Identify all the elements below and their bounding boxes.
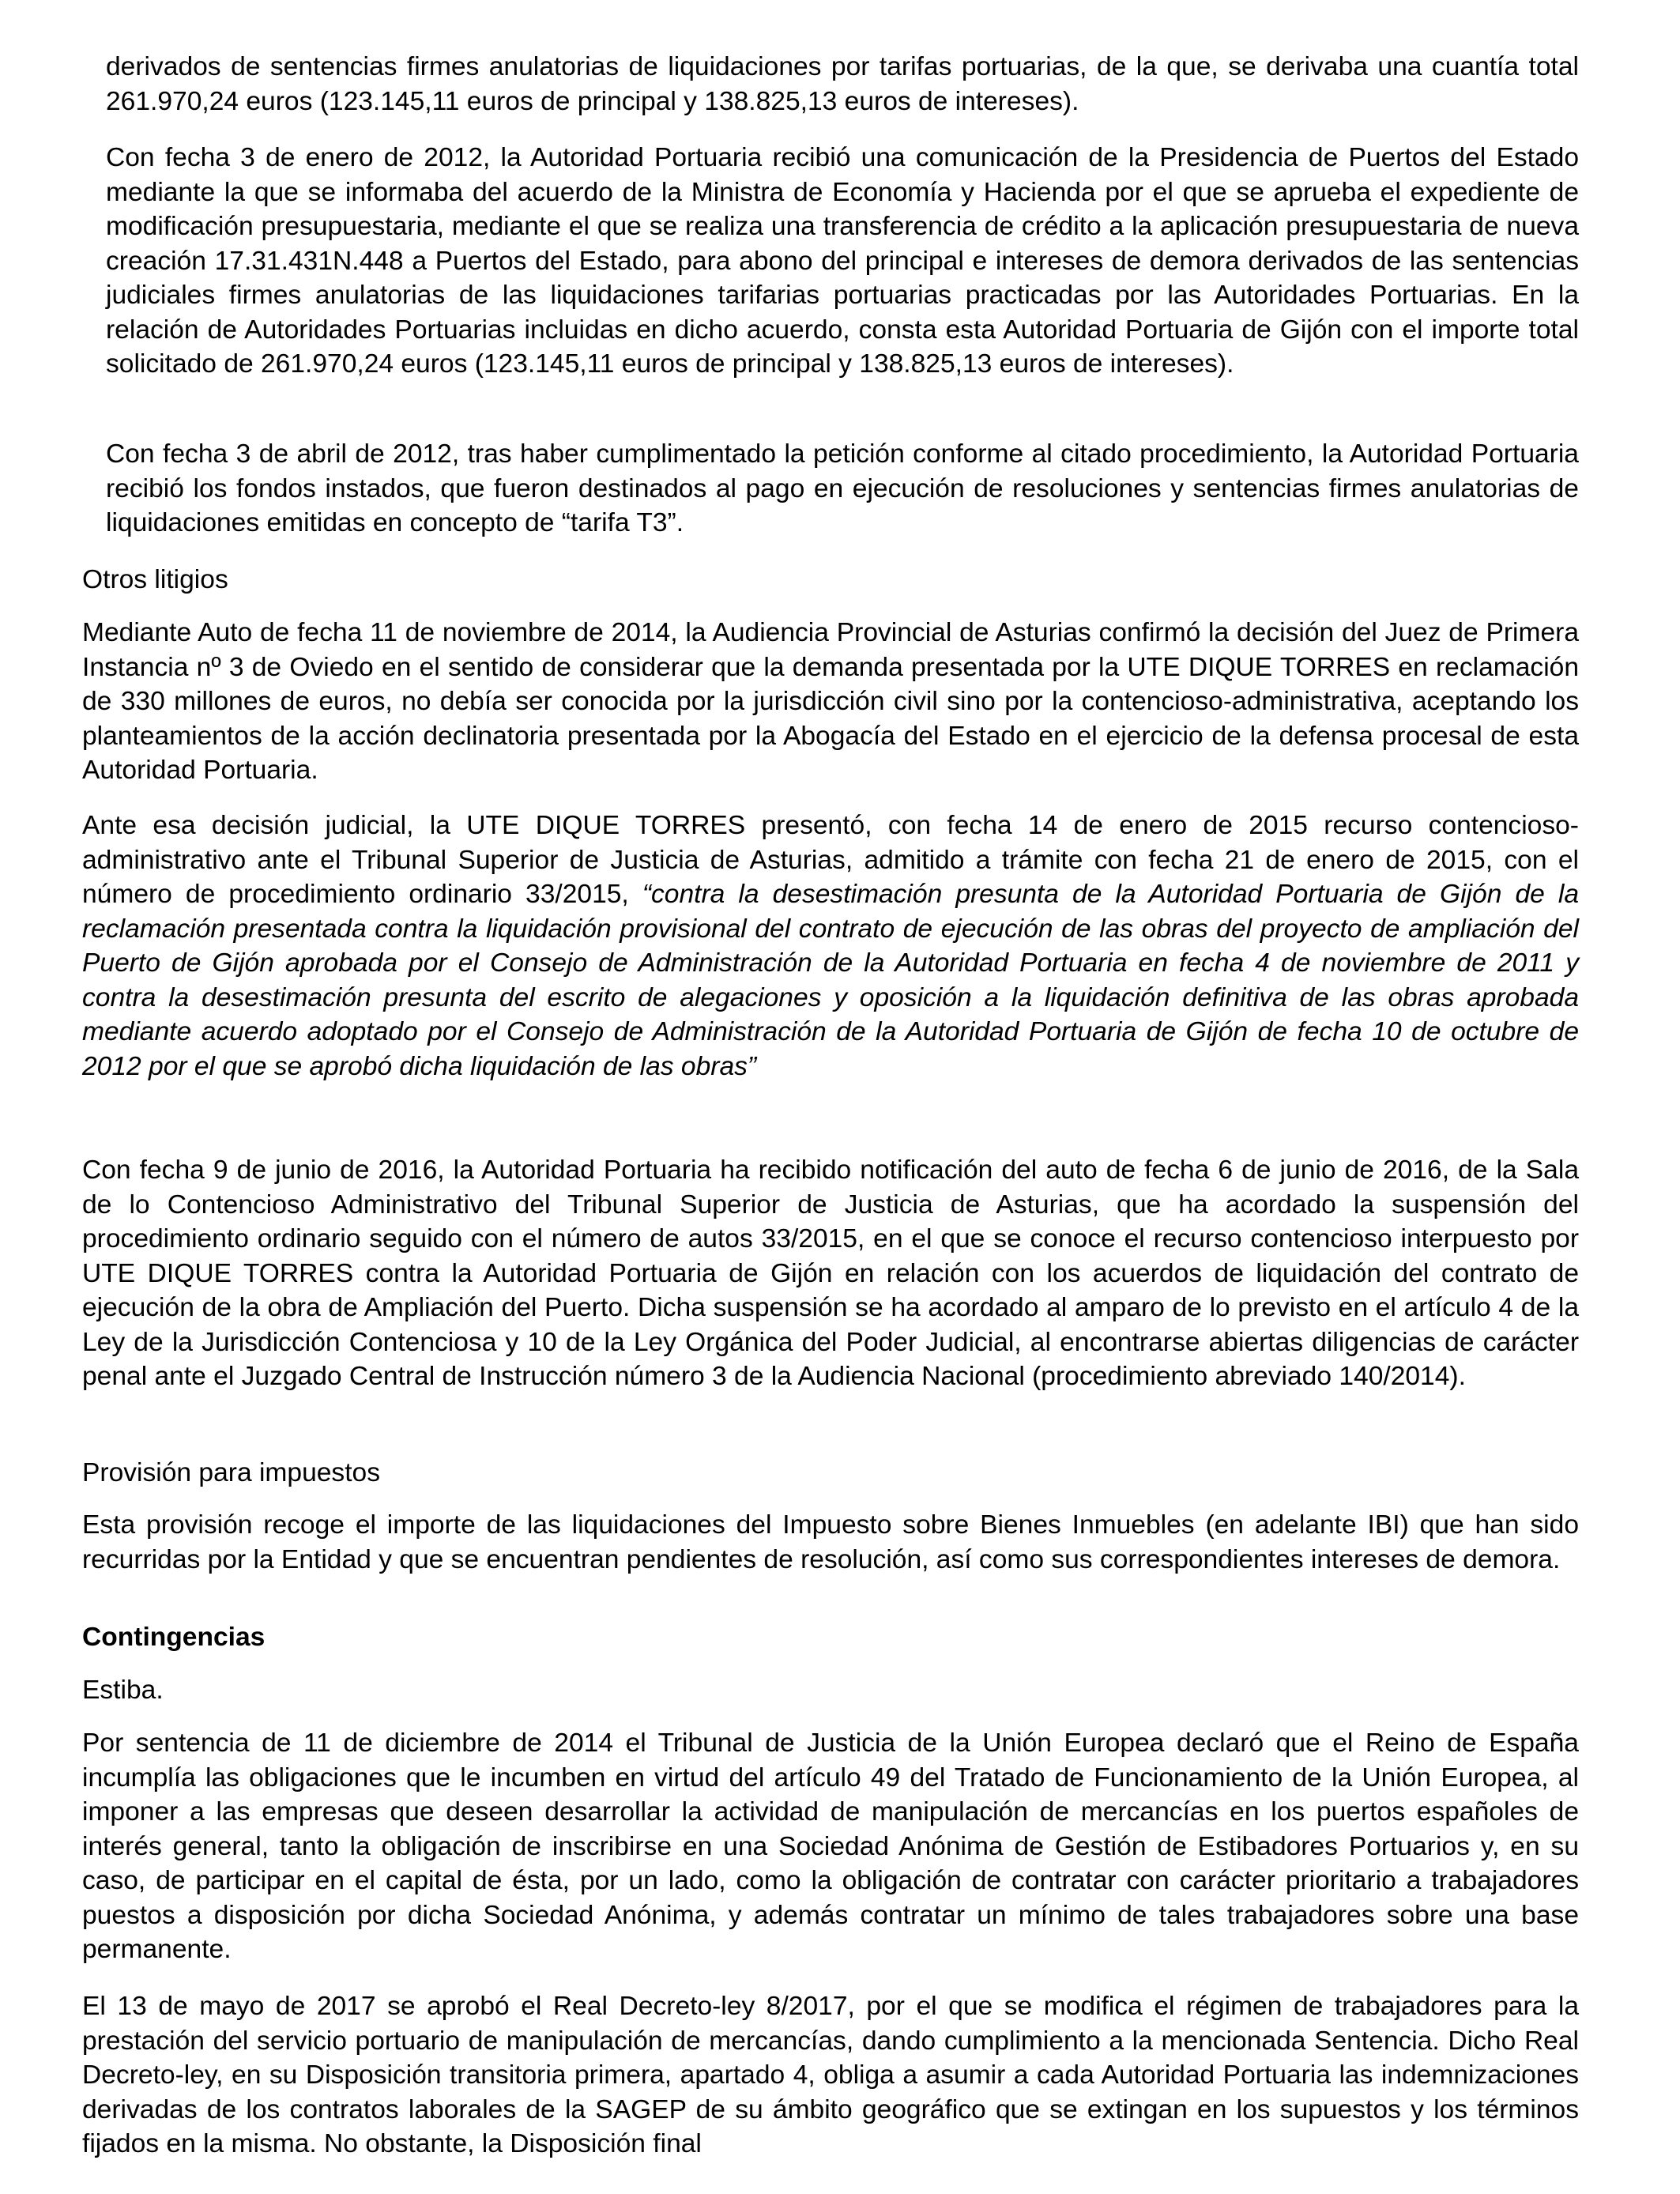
paragraph-ute-quoted-text: “contra la desestimación presunta de la Autoridad Portuaria de Gijón de la reclamación presentada contra la liquidación provisional del contrato de ejecución de las obras del proyecto de ampliación del Puerto de Gijón aprobada por el Consejo de Administración de la Autoridad Portuaria en fecha 4 de noviembre de 2011 y contra la desestimación presunta del escrito de alegaciones y oposición a la liquidación definitiva de las obras aprobada mediante acuerdo adoptado por el Consejo de Administración de la Autoridad Portuaria de Gijón de fecha 10 de octubre de 2012 por el que se aprobó dicha liquidación de las obras” (82, 880, 1579, 1081)
paragraph-ibi: Esta provisión recoge el importe de las liquidaciones del Impuesto sobre Bienes Inmuebles (en adelante IBI) que han sido recurridas por la Entidad y que se encuentran pendientes de resolución, así como sus correspondientes intereses de demora. (82, 1510, 1579, 1574)
heading-estiba: Estiba. (82, 1676, 164, 1705)
paragraph-enero-2012: Con fecha 3 de enero de 2012, la Autoridad Portuaria recibió una comunicación de la Presidencia de Puertos del Estado mediante la que se informaba del acuerdo de la Ministra de Economía y Hacienda por el que se aprueba el expediente de modificación presupuestaria, mediante el que se realiza una transferencia de crédito a la aplicación presupuestaria de nueva creación 17.31.431N.448 a Puertos del Estado, para abono del principal e intereses de demora derivados de las sentencias judiciales firmes anulatorias de las liquidaciones tarifarias portuarias practicadas por las Autoridades Portuarias. En la relación de Autoridades Portuarias incluidas en dicho acuerdo, consta esta Autoridad Portuaria de Gijón con el importe total solicitado de 261.970,24 euros (123.145,11 euros de principal y 138.825,13 euros de intereses). (106, 143, 1579, 379)
paragraph-derivados: derivados de sentencias firmes anulatorias de liquidaciones por tarifas portuarias, de la que, se derivaba una cuantía total 261.970,24 euros (123.145,11 euros de principal y 138.825,13 euros de intereses). (106, 52, 1579, 116)
paragraph-ute-dique-torres (82, 809, 1579, 1084)
heading-otros-litigios: Otros litigios (82, 565, 228, 594)
heading-contingencias: Contingencias (82, 1623, 266, 1652)
paragraph-auto-2014: Mediante Auto de fecha 11 de noviembre de 2014, la Audiencia Provincial de Asturias confirmó la decisión del Juez de Primera Instancia nº 3 de Oviedo en el sentido de considerar que la demanda presentada por la UTE DIQUE TORRES en reclamación de 330 millones de euros, no debía ser conocida por la jurisdicción civil sino por la contencioso-administrativa, aceptando los planteamientos de la acción declinatoria presentada por la Abogacía del Estado en el ejercicio de la defensa procesal de esta Autoridad Portuaria. (82, 618, 1579, 785)
paragraph-sentencia-2014: Por sentencia de 11 de diciembre de 2014 el Tribunal de Justicia de la Unión Europea declaró que el Reino de España incumplía las obligaciones que le incumben en virtud del artículo 49 del Tratado de Funcionamiento de la Unión Europea, al imponer a las empresas que deseen desarrollar la actividad de manipulación de mercancías en los puertos españoles de interés general, tanto la obligación de inscribirse en una Sociedad Anónima de Gestión de Estibadores Portuarios y, en su caso, de participar en el capital de ésta, por un lado, como la obligación de contratar con carácter prioritario a trabajadores puestos a disposición por dicha Sociedad Anónima, y además contratar un mínimo de tales trabajadores sobre una base permanente. (82, 1728, 1579, 1964)
paragraph-ute-plain-text: Ante esa decisión judicial, la UTE DIQUE TORRES presentó, con fecha 14 de enero de 2015 recurso contencioso-administrativo ante el Tribunal Superior de Justicia de Asturias, admitido a trámite con fecha 21 de enero de 2015, con el número de procedimiento ordinario 33/2015, (82, 811, 1579, 909)
paragraph-real-decreto: El 13 de mayo de 2017 se aprobó el Real Decreto-ley 8/2017, por el que se modifica el régimen de trabajadores para la prestación del servicio portuario de manipulación de mercancías, dando cumplimiento a la mencionada Sentencia. Dicho Real Decreto-ley, en su Disposición transitoria primera, apartado 4, obliga a asumir a cada Autoridad Portuaria las indemnizaciones derivadas de los contratos laborales de la SAGEP de su ámbito geográfico que se extingan en los supuestos y los términos fijados en la misma. No obstante, la Disposición final (82, 1992, 1579, 2158)
paragraph-abril-2012: Con fecha 3 de abril de 2012, tras haber cumplimentado la petición conforme al citado procedimiento, la Autoridad Portuaria recibió los fondos instados, que fueron destinados al pago en ejecución de resoluciones y sentencias firmes anulatorias de liquidaciones emitidas en concepto de “tarifa T3”. (106, 439, 1579, 537)
paragraph-junio-2016: Con fecha 9 de junio de 2016, la Autoridad Portuaria ha recibido notificación del auto de fecha 6 de junio de 2016, de la Sala de lo Contencioso Administrativo del Tribunal Superior de Justicia de Asturias, que ha acordado la suspensión del procedimiento ordinario seguido con el número de autos 33/2015, en el que se conoce el recurso contencioso interpuesto por UTE DIQUE TORRES contra la Autoridad Portuaria de Gijón en relación con los acuerdos de liquidación del contrato de ejecución de la obra de Ampliación del Puerto. Dicha suspensión se ha acordado al amparo de lo previsto en el artículo 4 de la Ley de la Jurisdicción Contenciosa y 10 de la Ley Orgánica del Poder Judicial, al encontrarse abiertas diligencias de carácter penal ante el Juzgado Central de Instrucción número 3 de la Audiencia Nacional (procedimiento abreviado 140/2014). (82, 1155, 1579, 1391)
heading-provision-impuestos: Provisión para impuestos (82, 1458, 380, 1487)
